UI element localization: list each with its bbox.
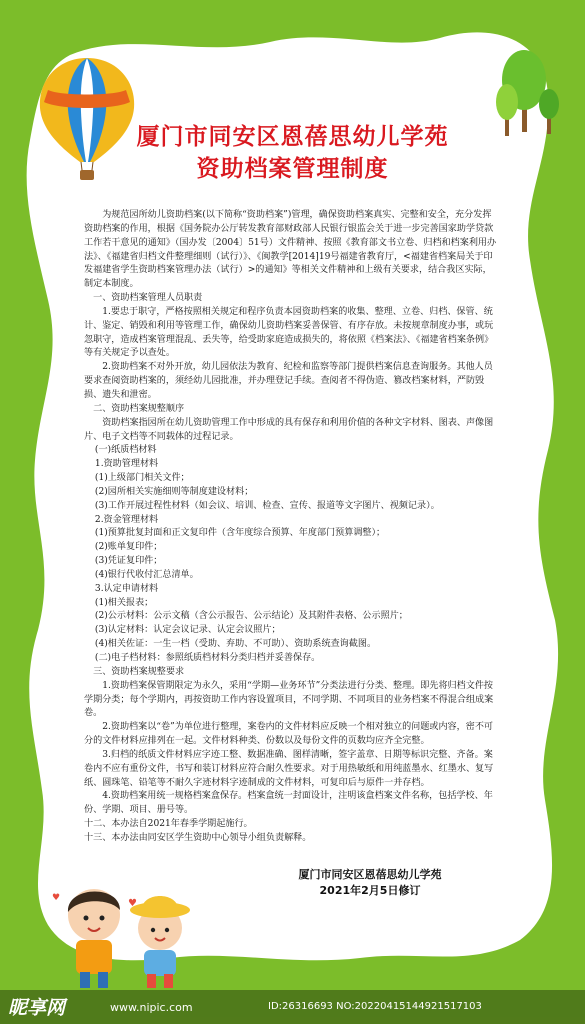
list-item: (1)上级部门相关文件； [94, 473, 190, 484]
section-heading: 一、资助档案管理人员职责 [93, 293, 203, 304]
watermark-logo: 昵享网 [8, 997, 66, 1019]
list-item: (2)公示材料：公示文稿（含公示报告、公示结论）及其附件表格、公示照片； [94, 611, 408, 622]
document-body [84, 209, 498, 846]
list-item: 1.资助管理材料 [94, 459, 159, 470]
list-item: (4)银行代收付汇总清单。 [94, 569, 199, 580]
list-item: (1)相关报表； [94, 597, 154, 608]
body-paragraph: 为规范园所幼儿资助档案(以下简称“资助档案”)管理，确保资助档案真实、完整和安全，充分发挥资助档案的作用，根据《国务院办公厅转发教育部财政部人民银行银监会关于进一步完善国家助学贷款工作若干意见的通知》（国办发〔2004〕51号）文件精神、按照《教育部文书立卷、归档和档案利用办法》、《福建省归档文件整理细则（试行）》、《闽教学[2014]19号福建省教育厅，<福建省档案局关于印发福建省学生资助档案管理办法（试行）>的通知》等相关文件精神和上级有关要求，结合我区实际，制定本制度。 [84, 210, 497, 290]
list-item: (3)认定材料：认定会议记录、认定会议照片； [94, 625, 281, 636]
list-item: (一)纸质档材料 [94, 445, 157, 456]
list-item: (二)电子档材料：参照纸质档材料分类归档并妥善保存。 [94, 653, 321, 663]
body-paragraph: 2.资助档案不对外开放，幼儿园依法为教育、纪检和监察等部门提供档案信息查询服务。其他人员要求查阅资助档案的，须经幼儿园批准，并办理登记手续。查阅者不得伪造、篡改档案材料，严防毁损、遗失和泄密。 [84, 362, 493, 400]
body-paragraph: 2.资助档案以“卷”为单位进行整理，案卷内的文件材料应反映一个相对独立的问题或内容，密不可分的文件材料应排列在一起。文件材料种类、份数以及每份文件的页数均应齐全完整。 [84, 722, 494, 747]
body-paragraph: 4.资助档案用统一规格档案盒保存。档案盒统一封面设计，注明该盒档案文件名称，包括学校、年份、学期、项目、册号等。 [84, 791, 493, 816]
body-paragraph: 十三、本办法由同安区学生资助中心领导小组负责解释。 [84, 832, 312, 843]
list-item: 2.资金管理材料 [94, 514, 159, 525]
list-item: (3)工作开展过程性材料（如会议、培训、检查、宣传、报道等文字图片、视频记录）。 [94, 500, 440, 511]
body-paragraph: 3.归档的纸质文件材料应字迹工整、数据准确、图样清晰，签字盖章、日期等标识完整、齐备。案卷内不应有重份文件，书写和装订材料应符合耐久性要求。对于用热敏纸和用纯蓝墨水、红墨水、复写纸、圆珠笔、铅笔等不耐久字迹材料字迹制成的文件材料，可复印后与原件一并存档。 [84, 749, 494, 788]
body-paragraph: 1.资助档案保管期限定为永久，采用“学期—业务环节”分类法进行分类、整理。即先将归档文件按学期分类；每个学期内，再按资助工作内容设置项目，不同学期、不同项目的业务档案不得混合组成案卷。 [84, 680, 494, 719]
watermark-url: www.nipic.com [110, 1001, 193, 1014]
page-subtitle: 资助档案管理制度 [196, 156, 389, 182]
section-heading: 二、资助档案规整顺序 [93, 403, 185, 414]
svg-text:♥: ♥ [128, 898, 137, 909]
list-item: (2)园所相关实施细则等制度建设材料； [94, 486, 254, 497]
page-title: 厦门市同安区恩蓓思幼儿学苑 [136, 124, 449, 150]
list-item: (2)账单复印件； [94, 542, 163, 553]
signature-date: 2021年2月5日修订 [319, 884, 421, 897]
section-heading: 三、资助档案规整要求 [93, 666, 185, 677]
body-paragraph: 资助档案指园所在幼儿资助管理工作中形成的具有保存和利用价值的各种文字材料、图表、声像图片、电子文档等不同载体的过程记录。 [84, 417, 494, 442]
signature-org: 厦门市同安区恩蓓思幼儿学苑 [298, 868, 442, 881]
body-paragraph: 1.要忠于职守，严格按照相关规定和程序负责本园资助档案的收集、整理、立卷、归档、保管、统计、鉴定、销毁和利用等管理工作，确保幼儿资助档案妥善保管、有序存放。未按规章制度办事，或玩忽职守，造成档案管理混乱、丢失等，给受助家庭造成损失的，将依照《档案法》、《福建省档案条例》等有关规定予以查处。 [84, 306, 494, 359]
list-item: (3)凭证复印件； [94, 556, 163, 567]
watermark-meta: ID:26316693 NO:20220415144921517103 [268, 1001, 482, 1012]
svg-text:♥: ♥ [52, 893, 61, 903]
list-item: (1)预算批复封面和正文复印件（含年度综合预算、年度部门预算调整）； [94, 528, 386, 539]
body-paragraph: 十二、本办法自2021年春季学期起施行。 [84, 819, 253, 830]
list-item: (4)相关佐证：一生一档（受助、弃助、不可助）、资助系统查询截图。 [94, 639, 377, 650]
list-item: 3.认定申请材料 [94, 583, 159, 594]
